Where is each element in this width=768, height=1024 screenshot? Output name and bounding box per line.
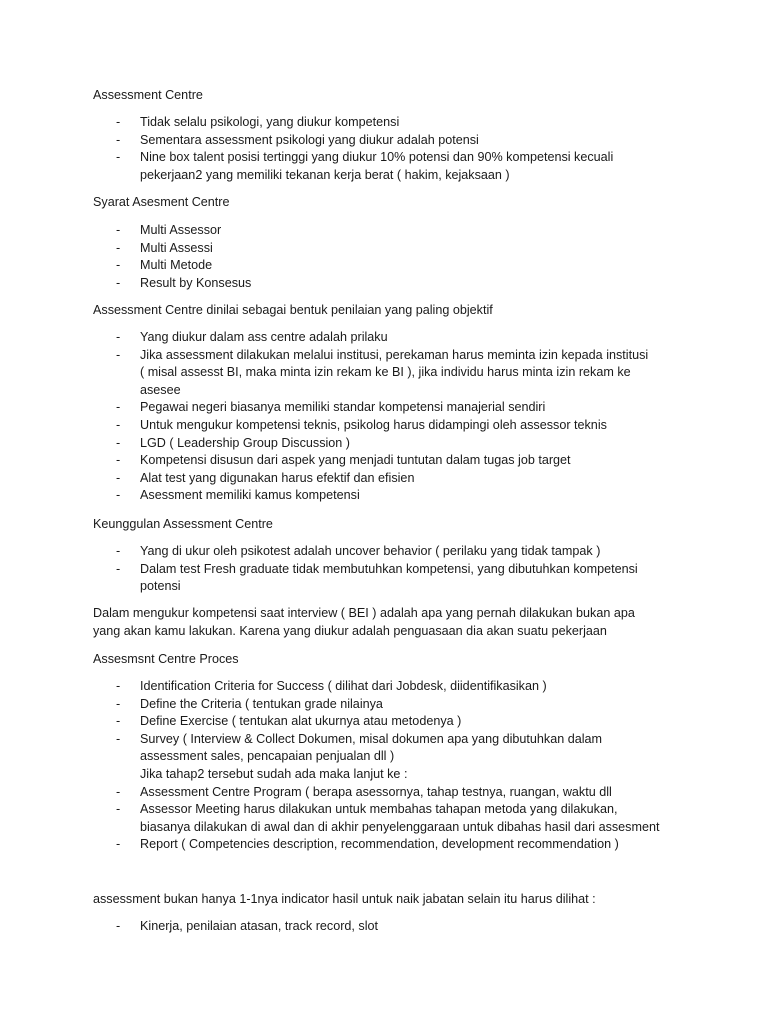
heading-objektif: Assessment Centre dinilai sebagai bentuk penilaian yang paling objektif xyxy=(93,303,493,317)
list-item: - Kompetensi disusun dari aspek yang menjadi tuntutan dalam tugas job target xyxy=(116,453,571,468)
list-item: - Yang diukur dalam ass centre adalah prilaku xyxy=(116,330,388,344)
list-item: - Define the Criteria ( tentukan grade nilainya xyxy=(116,696,383,711)
list-item: - Result by Konsesus xyxy=(116,275,252,290)
list-keunggulan xyxy=(0,543,768,596)
list-item: - Yang di ukur oleh psikotest adalah uncover behavior ( perilaku yang tidak tampak ) xyxy=(116,544,601,558)
list-item: - Alat test yang digunakan harus efektif dan efisien xyxy=(116,470,415,485)
list-assessment-centre xyxy=(0,114,768,184)
list-item: - Multi Metode xyxy=(116,258,213,273)
heading-closing: assessment bukan hanya 1-1nya indicator hasil untuk naik jabatan selain itu harus dilihat : xyxy=(93,892,596,906)
list-item: - Survey ( Interview & Collect Dokumen, misal dokumen apa yang dibutuhkan dalam assessment sales, pencapaian penjualan dll ) Jika tahap2 tersebut sudah ada maka lanjut ke : xyxy=(116,731,603,781)
list-item: - Identification Criteria for Success ( dilihat dari Jobdesk, diidentifikasikan ) xyxy=(116,679,547,693)
list-item: - Asessment memiliki kamus kompetensi xyxy=(116,488,360,503)
heading-keunggulan: Keunggulan Assessment Centre xyxy=(93,517,273,531)
list-syarat xyxy=(0,222,768,292)
list-item: - Kinerja, penilaian atasan, track record, slot xyxy=(116,919,379,933)
heading-proces: Assesmsnt Centre Proces xyxy=(93,652,239,666)
list-item: - Report ( Competencies description, recommendation, development recommendation ) xyxy=(116,837,619,852)
paragraph-interview: Dalam mengukur kompetensi saat interview ( BEI ) adalah apa yang pernah dilakukan bukan apa yang akan kamu lakukan. Karena yang diukur adalah penguasaan dia akan suatu pekerjaan xyxy=(93,606,635,638)
list-item: - Pegawai negeri biasanya memiliki standar kompetensi manajerial sendiri xyxy=(116,400,546,415)
list-item: - Jika assessment dilakukan melalui institusi, perekaman harus meminta izin kepada institusi ( misal assesst BI, maka minta izin rekam ke BI ), jika individu harus minta izin rekam ke asesee xyxy=(116,347,649,397)
list-item: - Multi Assessi xyxy=(116,240,213,255)
list-item: - Assessor Meeting harus dilakukan untuk membahas tahapan metoda yang dilakukan, biasanya dilakukan di awal dan di akhir penyelenggaraan untuk dibahas hasil dari assesment xyxy=(116,802,660,834)
list-item: - Sementara assessment psikologi yang diukur adalah potensi xyxy=(116,132,479,147)
list-item: - Tidak selalu psikologi, yang diukur kompetensi xyxy=(116,115,400,129)
list-proces xyxy=(0,678,768,854)
list-item: - LGD ( Leadership Group Discussion ) xyxy=(116,435,350,450)
heading-assessment-centre: Assessment Centre xyxy=(93,88,203,102)
list-objektif xyxy=(0,329,768,505)
list-item: - Nine box talent posisi tertinggi yang diukur 10% potensi dan 90% kompetensi kecuali pekerjaan2 yang memiliki tekanan kerja berat ( hakim, kejaksaan ) xyxy=(116,150,614,182)
list-item: - Define Exercise ( tentukan alat ukurnya atau metodenya ) xyxy=(116,714,462,729)
heading-syarat: Syarat Asesment Centre xyxy=(93,195,230,209)
list-item: - Untuk mengukur kompetensi teknis, psikolog harus didampingi oleh assessor teknis xyxy=(116,417,607,432)
list-item: - Dalam test Fresh graduate tidak membutuhkan kompetensi, yang dibutuhkan kompetensi potensi xyxy=(116,561,638,594)
list-closing xyxy=(0,918,768,936)
list-item: - Assessment Centre Program ( berapa asessornya, tahap testnya, ruangan, waktu dll xyxy=(116,784,612,799)
list-item: - Multi Assessor xyxy=(116,223,222,237)
